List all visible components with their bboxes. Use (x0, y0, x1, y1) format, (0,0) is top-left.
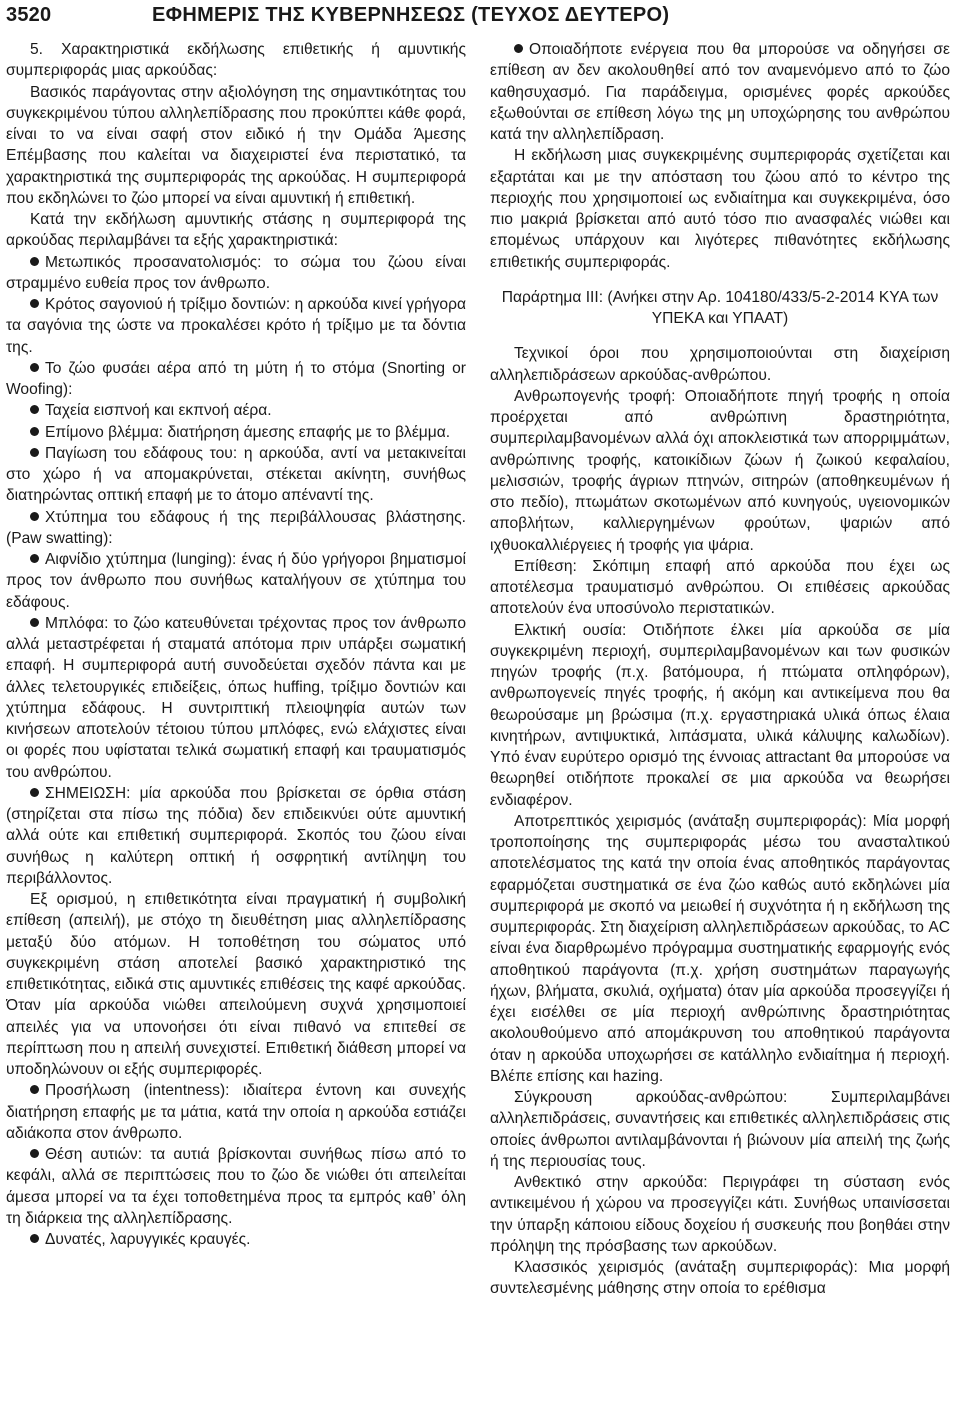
paragraph-text: Κρότος σαγονιού ή τρίξιμο δοντιών: η αρκούδα κινεί γρήγορα τα σαγόνια της ώστε να προκαλέσει κρότο ή τρίξιμο με τα δόντια της. (6, 296, 466, 356)
page-header (0, 0, 960, 40)
bullet-paragraph (6, 1144, 466, 1229)
paragraph-text: Χτύπημα του εδάφους ή της περιβάλλουσας βλάστησης. (Paw swatting): (6, 508, 466, 547)
bullet-paragraph (6, 358, 466, 401)
paragraph-text: Κλασσικός χειρισμός (ανάταξη συμπεριφοράς): Μια μορφή συντελεσμένης μάθησης στην οποία το ερέθισμα (490, 1259, 950, 1298)
paragraph-text: Παράρτημα ΙΙΙ: (Ανήκει στην Αρ. 104180/433/5-2-2014 ΚΥΑ των ΥΠΕΚΑ και ΥΠΑΑΤ) (501, 288, 939, 327)
paragraph-text: Ταχεία εισπνοή και εκπνοή αέρα. (45, 402, 272, 420)
bullet-paragraph (6, 400, 466, 421)
paragraph-text: Επίμονο βλέμμα: διατήρηση άμεσης επαφής με το βλέμμα. (45, 423, 451, 441)
bullet-icon (30, 1085, 39, 1094)
paragraph-text: ΣΗΜΕΙΩΣΗ: μία αρκούδα που βρίσκεται σε όρθια στάση (στηρίζεται στα πίσω της πόδια) δεν επιδεικνύει ούτε αμυντική αλλά ούτε και επιθετική συμπεριφορά. Σκοπός του ζώου είναι συνήθως η καλύτερη οπτική ή οσφρητική αντίληψη του περιβάλλοντος. (6, 784, 466, 887)
paragraph (6, 209, 466, 252)
bullet-paragraph (490, 39, 950, 145)
paragraph-text: Ανθρωπογενής τροφή: Οποιαδήποτε πηγή τροφής η οποία προέρχεται από ανθρώπινη δραστηριότητα, συμπεριλαμβανομένων αλλά όχι αποκλειστικά των απορριμμάτων, ανθρώπινης τροφής, κατοικίδιων ζώων ή ζωικού κεφαλαίου, μελισσιών, τροφής άγριων πτηνών, σιτηρών (αποθηκευμένων ή στο πεδίο), πτωμάτων σκοτωμένων από κυνηγούς, υγειονομικών αποβλήτων, καλλιεργημένων φρούτων, ψαριών από ιχθυοκαλλιέργειες ή τροφής για ψάρια. (490, 387, 950, 554)
paragraph-text: Η εκδήλωση μιας συγκεκριμένης συμπεριφοράς σχετίζεται και εξαρτάται και με την απόσταση του ζώου από το κέντρο της περιοχής που χρησιμοποιεί ως ενδιαίτημα και συγκεκριμένα, όσο πιο μακριά βρίσκεται από αυτό τόσο πιο ανασφαλές νιώθει και επομένως υπάρχουν και λιγότερες πιθανότητες εκδήλωσης επιθετικής συμπεριφοράς. (490, 147, 950, 271)
bullet-icon (30, 788, 39, 797)
paragraph-text: Εξ ορισμού, η επιθετικότητα είναι πραγματική ή συμβολική επίθεση (απειλή), με στόχο τη διευθέτηση μιας αλληλεπίδρασης μεταξύ δύο ατόμων. Η τοποθέτηση του σώματος υπό συγκεκριμένη στάση αποτελεί βασικό χαρακτηριστικό της επιθετικότητας, ειδικά στις αμυντικές επιθέσεις της καφέ αρκούδας. Όταν μία αρκούδα νιώθει απειλούμενη συχνά χρησιμοποιεί απειλές για να υπονοήσει ότι είναι πιθανό να επιτεθεί σε περίπτωση που η απειλή συνεχιστεί. Επιθετική διάθεση μπορεί να υποδηλώνουν οι εξής συμπεριφορές. (6, 891, 466, 1078)
bullet-paragraph (6, 422, 466, 443)
bullet-icon (30, 1149, 39, 1158)
left-column (6, 39, 466, 1425)
paragraph-text: 5. Χαρακτηριστικά εκδήλωσης επιθετικής ή αμυντικής συμπεριφοράς μιας αρκούδας: (6, 41, 466, 80)
bullet-icon (514, 44, 523, 53)
paragraph-text: Θέση αυτιών: τα αυτιά βρίσκονται συνήθως πίσω από το κεφάλι, αλλά σε περιπτώσεις που το ζώο δε νιώθει ότι απειλείται άμεσα μπορεί να τα έχει τοποθετημένα προς τα εμπρός καθ’ όλη τη διάρκεια της αλληλεπίδρασης. (6, 1146, 466, 1227)
paragraph-text: Το ζώο φυσάει αέρα από τη μύτη ή το στόμα (Snorting or Woofing): (6, 359, 466, 398)
bullet-paragraph (6, 549, 466, 613)
right-column (490, 39, 950, 1425)
paragraph (490, 1257, 950, 1300)
paragraph-text: Ανθεκτικό στην αρκούδα: Περιγράφει τη σύσταση ενός αντικειμένου ή χώρου να προσεγγίζει κάτι. Συνήθως υπαινίσσεται την ύπαρξη κάποιου είδους δοχείου ή συσκευής που βοηθάει στην πρόληψη της πρόσβασης των αρκούδων. (490, 1174, 950, 1255)
paragraph (6, 82, 466, 210)
paragraph (6, 889, 466, 1080)
bullet-paragraph (6, 294, 466, 358)
paragraph (490, 386, 950, 556)
annex-heading (490, 287, 950, 330)
paragraph-spacer (490, 273, 950, 287)
paragraph-text: Σύγκρουση αρκούδας-ανθρώπου: Συμπεριλαμβάνει αλληλεπιδράσεις, συναντήσεις και επιθετικές αλληλεπιδράσεις στις οποίες άνθρωποι αντιλαμβάνονται ή βιώνουν μία απειλή της ζωής ή της περιουσίας τους. (490, 1089, 950, 1170)
bullet-icon (30, 299, 39, 308)
bullet-paragraph (6, 252, 466, 295)
paragraph-text: Αποτρεπτικός χειρισμός (ανάταξη συμπεριφοράς): Μία μορφή τροποποίησης της συμπεριφοράς μέσω του ανασταλτικού αποτελέσματος της κατά την οποία ένας αποθητικός παράγοντας εφαρμόζεται συστηματικά σε ένα ζώο καθώς αυτό εκδηλώνει μία συμπεριφορά με σκοπό να μειωθεί ή συχνότητα ή η εκδήλωση της συμπεριφοράς. Στη διαχείριση αλληλεπιδράσεων αρκούδας, το AC είναι ένα διαρθρωμένο πρόγραμμα συστηματικής εφαρμογής ενός αποθητικού παράγοντα (π.χ. χρήση συστημάτων παραγωγής ήχων, βλήματα, σκυλιά, οχήματα) όταν μία αρκούδα προσεγγίζει ή έχει εισέλθει σε μία περιοχή ανθρώπινης δραστηριότητας ακολουθούμενο από απομάκρυνση του αποθητικού παράγοντα όταν η αρκούδα υποχωρήσει σε κατάλληλο ενδιαίτημα ή περιοχή. Βλέπε επίσης και hazing. (490, 812, 950, 1085)
paragraph (490, 145, 950, 273)
journal-title: ΕΦΗΜΕΡΙΣ ΤΗΣ ΚΥΒΕΡΝΗΣΕΩΣ (ΤΕΥΧΟΣ ΔΕΥΤΕΡΟ) (152, 4, 670, 26)
bullet-icon (30, 1234, 39, 1243)
paragraph-text: Αιφνίδιο χτύπημα (lunging): ένας ή δύο γρήγοροι βηματισμοί προς τον άνθρωπο που συνήθως καταλήγουν σε χτύπημα του εδάφους. (6, 551, 466, 611)
paragraph (490, 1087, 950, 1172)
bullet-paragraph (6, 613, 466, 783)
bullet-icon (30, 512, 39, 521)
page-number: 3520 (6, 4, 52, 26)
paragraph (490, 1172, 950, 1257)
paragraph (490, 343, 950, 386)
paragraph (6, 39, 466, 82)
bullet-paragraph (6, 507, 466, 550)
bullet-icon (30, 618, 39, 627)
bullet-paragraph (6, 443, 466, 507)
bullet-paragraph (6, 783, 466, 889)
paragraph-text: Δυνατές, λαρυγγικές κραυγές. (45, 1231, 251, 1248)
bullet-icon (30, 448, 39, 457)
paragraph-text: Προσήλωση (intentness): ιδιαίτερα έντονη και συνεχής διατήρηση επαφής με τα μάτια, κατά την οποία η αρκούδα εστιάζει αδιάκοπα στον άνθρωπο. (6, 1082, 466, 1142)
paragraph-text: Κατά την εκδήλωση αμυντικής στάσης η συμπεριφορά της αρκούδας περιλαμβάνει τα εξής χαρακτηριστικά: (6, 211, 466, 250)
paragraph-text: Μπλόφα: το ζώο κατευθύνεται τρέχοντας προς τον άνθρωπο αλλά μεταστρέφεται ή σταματά απότομα πριν υπάρξει σωματική επαφή. Η συμπεριφορά αυτή συνοδεύεται σχεδόν πάντα και με άλλες τελετουργικές επιδείξεις, όπως huffing, τρίξιμο δοντιών και χτύπημα εδάφους. Η συντριπτική πλειοψηφία αυτών των κινήσεων αποτελούν τέτοιου τύπου μπλόφες, ενώ ελάχιστες είναι οι φορές που υφίσταται τελικά σωματική επαφή και τραυματισμός του ανθρώπου. (6, 614, 466, 781)
paragraph-text: Οποιαδήποτε ενέργεια που θα μπορούσε να οδηγήσει σε επίθεση αν δεν ακολουθηθεί από τον αναμενόμενο από το ζώο καθησυχασμό. Για παράδειγμα, ορισμένες φορές αρκούδες εξωθούνται σε επίθεση λόγω της μη υποχώρησης του ανθρώπου κατά την αλληλεπίδραση. (490, 41, 950, 143)
paragraph-spacer (490, 329, 950, 343)
paragraph-text: Παγίωση του εδάφους του: η αρκούδα, αντί να μετακινείται στο χώρο ή να απομακρύνεται, στέκεται ακίνητη, συνήθως διατηρώντας οπτική επαφή με το άτομο απέναντί της. (6, 444, 466, 505)
paragraph (490, 811, 950, 1087)
paragraph-text: Μετωπικός προσανατολισμός: το σώμα του ζώου είναι στραμμένο ευθεία προς τον άνθρωπο. (6, 253, 466, 292)
bullet-icon (30, 405, 39, 414)
paragraph-text: Επίθεση: Σκόπιμη επαφή από αρκούδα που έχει ως αποτέλεσμα τραυματισμό ανθρώπου. Οι επιθέσεις αρκούδας αποτελούν ένα υποσύνολο περιστατικών. (490, 557, 950, 618)
paragraph-text: Τεχνικοί όροι που χρησιμοποιούνται στη διαχείριση αλληλεπιδράσεων αρκούδας-ανθρώπου. (490, 345, 950, 384)
bullet-paragraph (6, 1229, 466, 1250)
paragraph-text: Βασικός παράγοντας στην αξιολόγηση της σημαντικότητας του συγκεκριμένου τύπου αλληλεπίδρασης που προκύπτει κάθε φορά, είναι το να είναι σαφή στον ειδικό ή την Ομάδα Άμεσης Επέμβασης που καλείται να διαχειριστεί ένα περιστατικό, τα χαρακτηριστικά της συμπεριφοράς της αρκούδας. Η συμπεριφορά που εκδηλώνει το ζώο μπορεί να είναι αμυντική ή επιθετική. (6, 83, 466, 207)
bullet-paragraph (6, 1080, 466, 1144)
bullet-icon (30, 257, 39, 266)
paragraph (490, 620, 950, 811)
bullet-icon (30, 363, 39, 372)
bullet-icon (30, 427, 39, 436)
paragraph-text: Ελκτική ουσία: Οτιδήποτε έλκει μία αρκούδα σε μία συγκεκριμένη περιοχή, συμπεριλαμβανομένων και των φυσικών πηγών τροφής (π.χ. βατόμουρα, ή πτώματα οπληφόρων), ανθρωπογενείς πηγές τροφής, ή ακόμη και αντικείμενα που θα θεωρούσαμε μη βρώσιμα (π.χ. εργαστηριακά υλικά όπως έλαια κινητήρων, αντιψυκτικά, λιπάσματα, υλικά κάλυψης καλωδίων). Υπό έναν ευρύτερο ορισμό της έννοιας attractant θα μπορούσε να θεωρηθεί οτιδήποτε προκαλεί σε μια αρκούδα να θεωρήσει ενδιαφέρον. (490, 621, 950, 809)
paragraph (490, 556, 950, 620)
bullet-icon (30, 554, 39, 563)
